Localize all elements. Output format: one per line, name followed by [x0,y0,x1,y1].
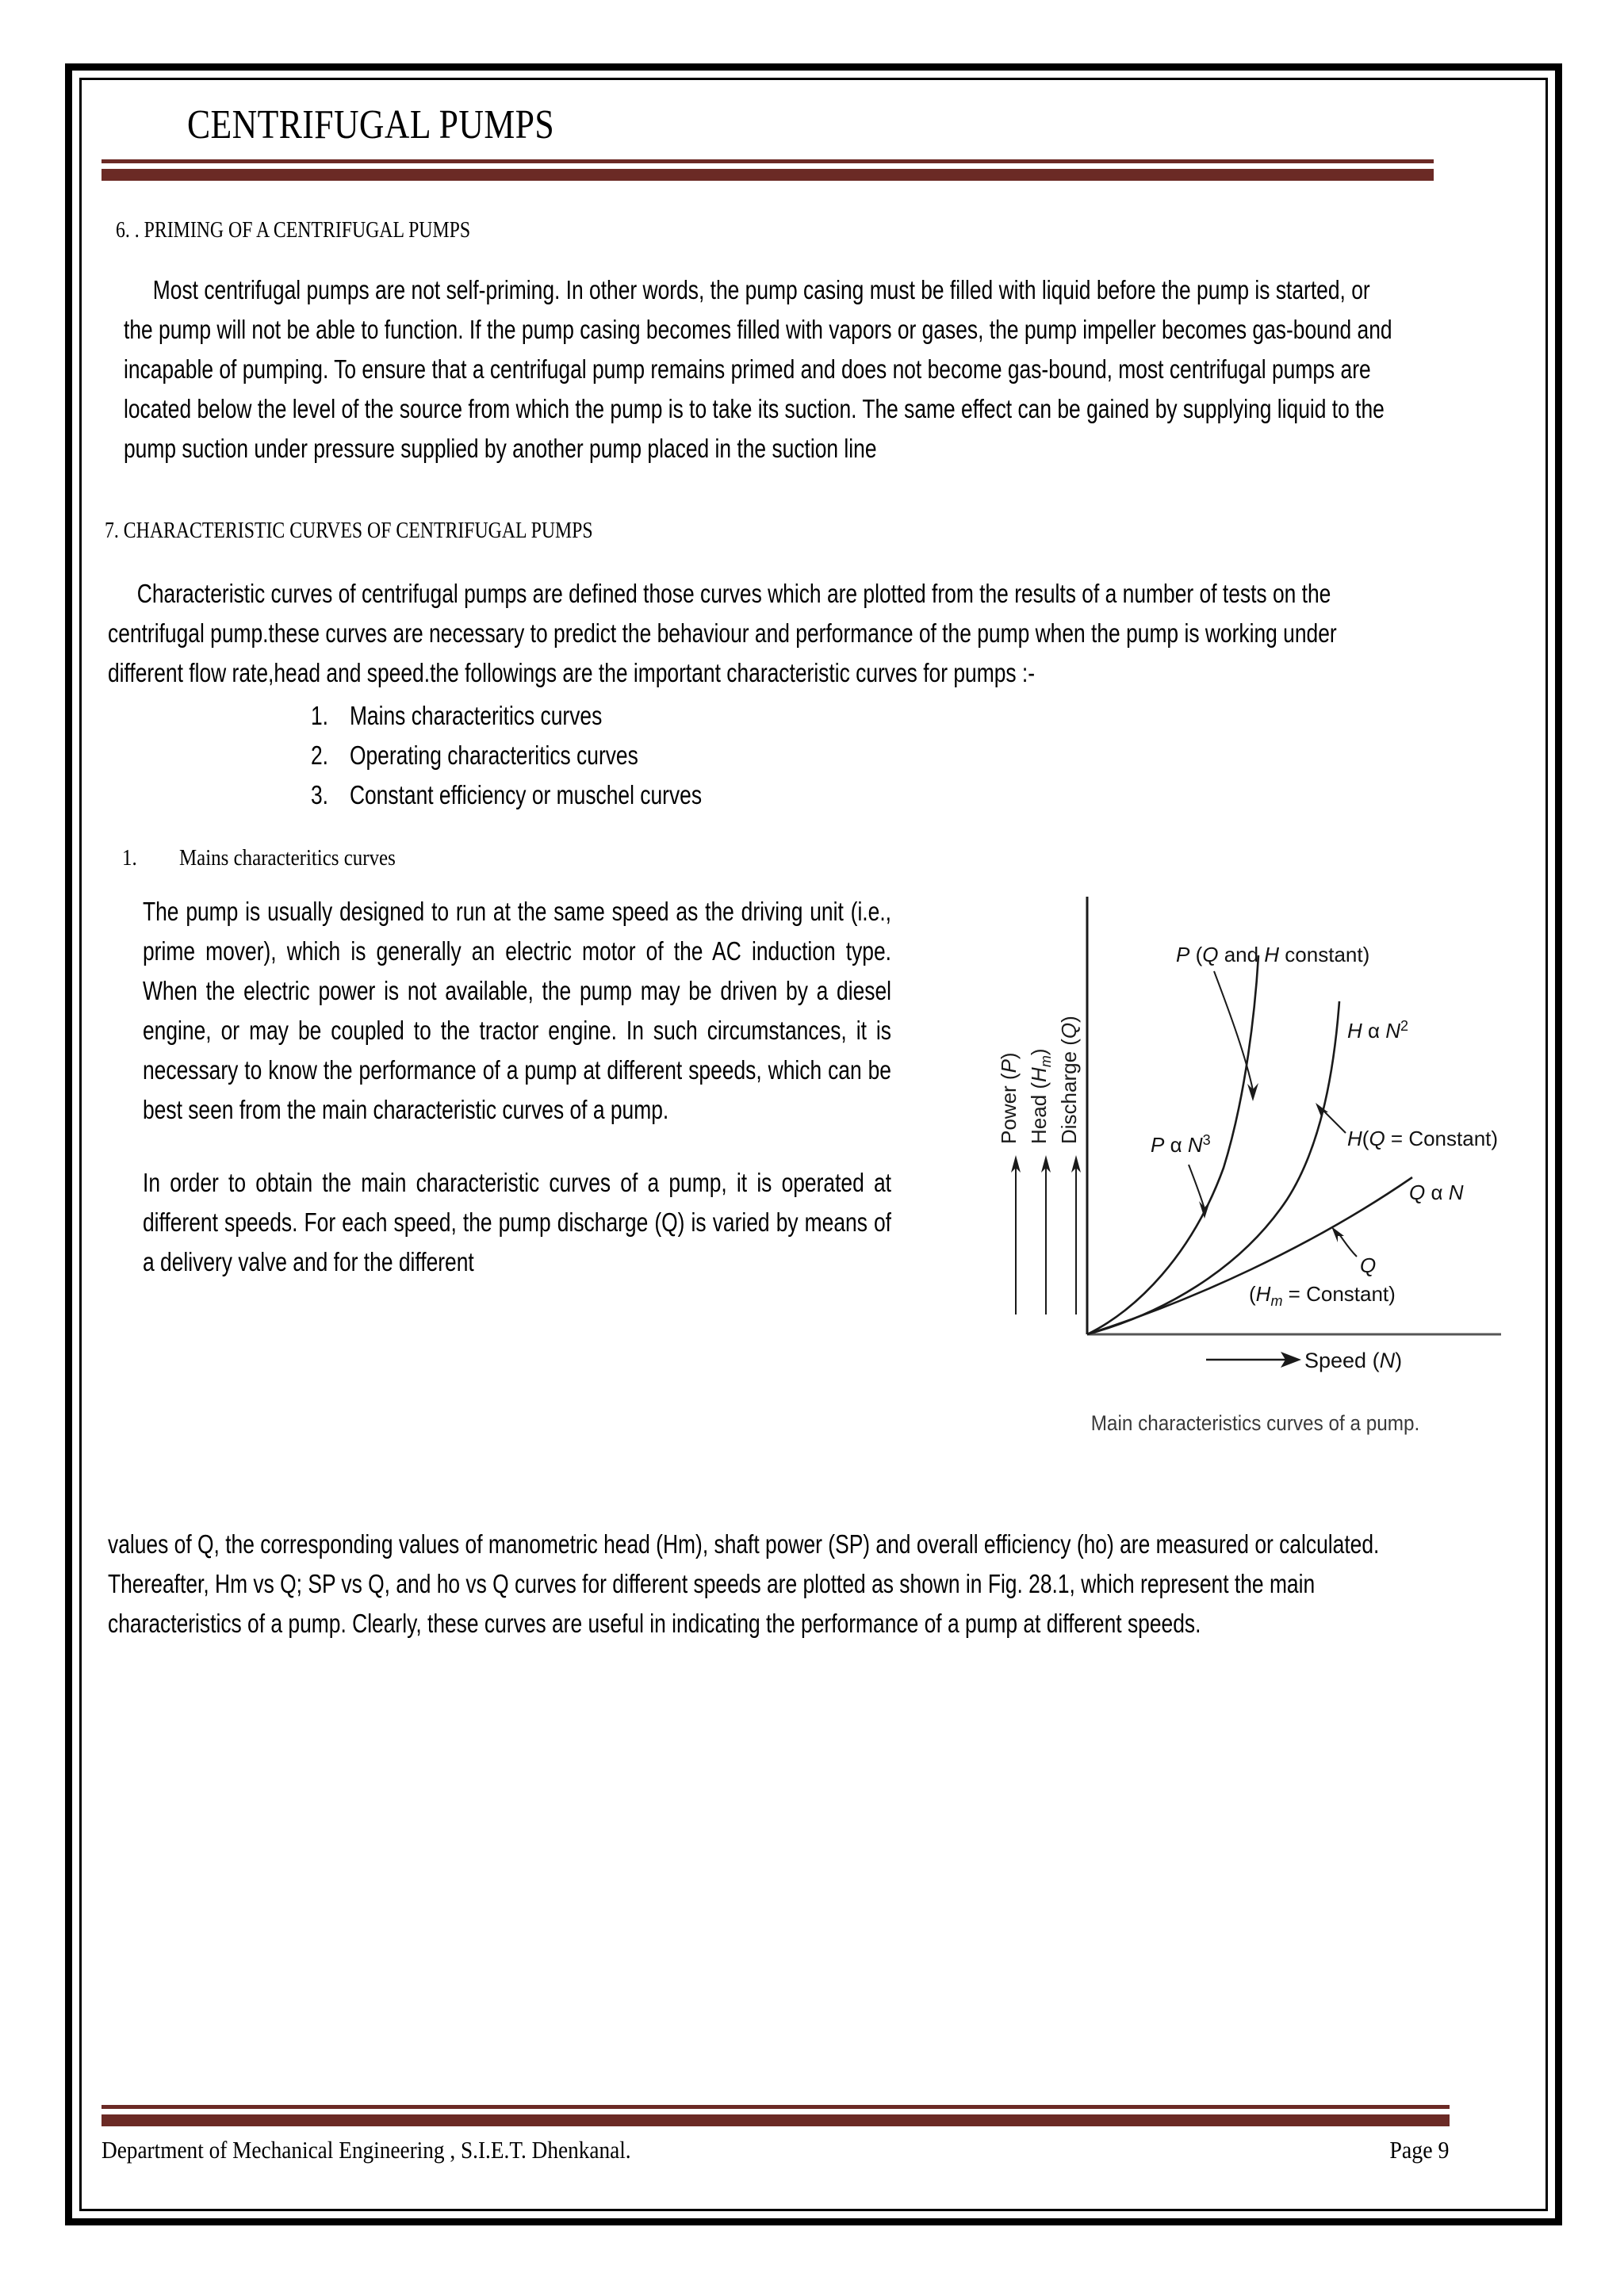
annotation-q: Q [1360,1253,1377,1277]
footer-department-text: Department of Mechanical Engineering , S.I.E.T. Dhenkanal. [102,2136,631,2164]
subsection-paragraph-3: values of Q, the corresponding values of manometric head (Hm), shaft power (SP) and overall efficiency (ho) are measured or calculated. Thereafter, Hm vs Q; SP vs Q, and ho vs Q curves for different speeds are plotted as shown in Fig. 28.1, which represent the main characteristics of a pump. Clearly, these curves are useful in indicating the performance of a pump at different speeds. [108,1529,1380,1638]
y-axis-label-discharge [1057,1016,1081,1314]
svg-text:Power (P): Power (P) [997,1052,1021,1144]
annotation-hm-constant: ($H_m$ = Constant) [1249,1282,1396,1309]
page-footer [102,2105,1450,2164]
header-rule-thick [102,169,1434,181]
characteristic-curves-list [102,696,1370,815]
footer-rule-gap [102,2109,1450,2114]
list-item-label: Constant efficiency or muschel curves [349,780,703,809]
footer-rule-thick [102,2114,1450,2126]
subsection-heading: Mains characteritics curves [179,845,396,871]
left-text-column [143,892,892,1282]
list-item-number: 3. [311,780,329,809]
footer-row [102,2136,1450,2164]
annotation-p-alpha-n3: P α $N^3$ [1151,1132,1211,1157]
list-item [311,736,1370,775]
figure-caption: Main characteristics curves of a pump. [1090,1411,1420,1435]
section-heading-7: 7. CHARACTERISTIC CURVES OF CENTRIFUGAL PUMPS [105,518,593,543]
list-item [311,696,1370,736]
page-content [102,87,1521,1644]
annotation-q-alpha-n: Q α N [1409,1181,1464,1204]
section-paragraph-6: Most centrifugal pumps are not self-priming. In other words, the pump casing must be filled with liquid before the pump is started, or the pump will not be able to function. If the pump casing becomes filled with vapors or gases, the pump impeller becomes gas-bound and incapable of pumping. To ensure that a centrifugal pump remains primed and does not become gas-bound, most centrifugal pumps are located below the level of the source from which the pump is to take its suction. The same effect can be gained by supplying liquid to the pump suction under pressure supplied by another pump placed in the suction line [124,275,1392,463]
list-item [311,775,1370,815]
section-paragraph-7: Characteristic curves of centrifugal pumps are defined those curves which are plotted from the results of a number of tests on the centrifugal pump.these curves are necessary to predict the behaviour and performance of the pump when the pump is working under different flow rate,head and speed.the followings are the important characteristic curves for pumps :- [108,579,1337,687]
text-figure-block [102,892,1521,1518]
svg-text:Head (Hm): Head $(H_m)$ [1027,1048,1054,1144]
x-axis-label: Speed (N) [1304,1349,1403,1372]
list-item-label: Operating characteritics curves [349,740,638,770]
subsection-marker: 1. [122,845,137,871]
y-axis-label-power [997,1052,1021,1314]
page-title: CENTRIFUGAL PUMPS [187,102,555,147]
subsection-paragraph-2: In order to obtain the main characteristic curves of a pump, it is operated at different speeds. For each speed, the pump discharge (Q) is varied by means of a delivery valve and for the different [143,1168,891,1276]
section-heading-6: 6. . PRIMING OF A CENTRIFUGAL PUMPS [116,217,471,243]
figure-main-characteristics-curves [994,882,1517,1436]
svg-text:Discharge (Q): Discharge (Q) [1057,1016,1081,1144]
annotation-h-q-constant: H(Q = Constant) [1347,1127,1499,1150]
subsection-paragraph-1: The pump is usually designed to run at the same speed as the driving unit (i.e., prime mover), which is generally an electric motor of the AC induction type. When the electric power is not available, the pump may be driven by a diesel engine, or may be coupled to the tractor engine. In such circumstances, it is necessary to know the performance of a pump at different speeds, which can be best seen from the main characteristic curves of a pump. [143,897,891,1124]
y-axis-label-head [1027,1049,1054,1315]
header-rule-group [102,159,1521,181]
characteristic-curves-chart [994,882,1517,1406]
list-item-label: Mains characteritics curves [349,701,603,730]
list-item-number: 1. [311,701,329,730]
list-item-number: 2. [311,740,329,770]
header-rule-gap [102,163,1521,169]
annotation-p-q-and-h-constant: P (Q and H constant) [1176,943,1370,966]
footer-page-number: Page 9 [1389,2136,1450,2164]
annotation-h-alpha-n2: H α $N^2$ [1347,1018,1409,1043]
